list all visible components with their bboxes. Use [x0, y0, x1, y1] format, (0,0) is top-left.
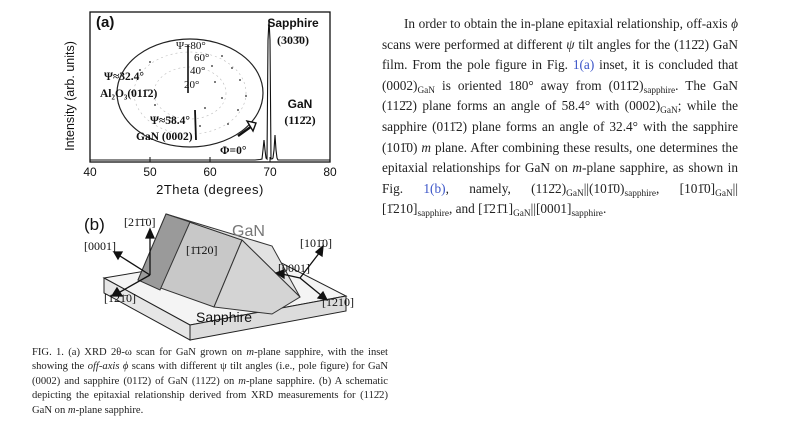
text-run: tilt angles for the (112̄2) GaN film. From the pole figure in Fig.: [382, 36, 738, 73]
subscript: sapphire: [643, 85, 676, 96]
subscript: GaN: [660, 106, 678, 117]
caption-m: m: [246, 347, 255, 358]
body-paragraph: [382, 14, 738, 220]
subscript: GaN: [566, 188, 584, 199]
text-run: .: [602, 201, 607, 217]
dir-1210-left: [1̄21̄0]: [104, 291, 136, 305]
dir-1120: [1̄1̄20]: [186, 243, 218, 257]
subscript: GaN: [513, 209, 531, 220]
dir-1010: [101̄0]: [300, 236, 332, 250]
inset-phi0: Φ=0°: [220, 145, 247, 157]
peak-gan-label: GaN: [287, 97, 313, 111]
y-axis-label: Intensity (arb. units): [63, 41, 77, 151]
text-run: ||[0001]: [530, 201, 572, 217]
peak-gan-index: (112̄2): [284, 113, 316, 127]
caption-text-e: -plane sapphire.: [75, 404, 144, 416]
dir-1210-right: [1̄210]: [322, 295, 354, 309]
fig-ref-1a-link[interactable]: 1(a): [572, 57, 595, 73]
subscript: GaN: [715, 188, 733, 199]
panel-label-a: (a): [96, 14, 115, 31]
panel-label-b: (b): [84, 215, 105, 234]
inset-psi-40: 40°: [190, 65, 206, 77]
caption-text-c: scans with different ψ tilt angles (i.e., pole figure) for GaN (0002) and sapphire (011̄2) of GaN (112̄2) on: [32, 361, 388, 387]
caption-m3: m: [67, 404, 76, 416]
subscript: sapphire: [571, 209, 603, 220]
text-run: -plane sapphire, as shown in Fig.: [382, 160, 738, 196]
dir-2110: [21̄1̄0]: [124, 215, 156, 229]
inset-al2o3: Al₂O₃(011̄2): [100, 88, 158, 100]
paragraph: [382, 14, 738, 220]
inset-psi-80: Ψ=80°: [176, 40, 206, 52]
caption-text-b: -plane sapphire, with the inset showing the: [32, 347, 389, 373]
peak-sapphire-label: Sapphire: [267, 16, 319, 30]
figure-caption: [32, 346, 388, 418]
subscript: sapphire: [624, 188, 656, 199]
symbol-psi: ψ: [566, 36, 575, 52]
label-sapphire: Sapphire: [196, 309, 253, 325]
inset-psi-60: 60°: [194, 52, 210, 64]
text-run: scans were performed at different: [382, 36, 567, 52]
caption-offaxis: off-axis ϕ: [87, 361, 129, 373]
dir-0001-left: [0001]: [84, 239, 116, 253]
caption-text-d: -plane sapphire. (b) A schematic depicting the epitaxial relationship derived from XRD measurements for (112̄2) GaN on: [32, 375, 388, 416]
text-run: ; while the sapphire (011̄2) plane forms an angle of 32.4° with the sapphire (101̄0): [382, 98, 738, 155]
x-axis-label: 2Theta (degrees): [156, 182, 264, 197]
symbol-phi: ϕ: [731, 16, 738, 31]
caption-fig-label: FIG. 1.: [32, 347, 64, 358]
text-run: ||(101̄0): [583, 180, 625, 196]
caption-m2: m: [238, 375, 246, 387]
subscript: sapphire: [417, 209, 449, 220]
fig-ref-1b-link[interactable]: 1(b): [423, 180, 446, 196]
x-tick-50: 50: [143, 165, 157, 179]
x-tick-40: 40: [83, 165, 97, 179]
inset-psi-32: Ψ≈32.4°: [104, 71, 145, 83]
text-run: , [101̄0]: [655, 180, 716, 196]
subscript: GaN: [417, 85, 436, 96]
text-run: , namely, (112̄2): [445, 180, 567, 196]
text-run: is oriented 180° away from (011̄2): [435, 77, 644, 93]
x-tick-80: 80: [323, 165, 337, 179]
italic-m: m: [572, 160, 583, 176]
inset-psi-58: Ψ≈58.4°: [150, 115, 191, 127]
peak-sapphire-index: (303̄0): [277, 33, 309, 47]
dir-0001-right: [0001]: [278, 261, 310, 275]
inset-gan0002: GaN (0002): [136, 131, 193, 143]
caption-text-a: (a) XRD 2θ-ω scan for GaN grown on: [68, 347, 247, 358]
inset-psi-20: 20°: [184, 79, 200, 91]
italic-m: m: [421, 139, 431, 155]
text-run: , and [1̄21̄1]: [448, 201, 514, 217]
text-run: . The GaN (112̄2) plane forms an angle of 58.4° with (0002): [382, 77, 738, 114]
text-run: In order to obtain the in-plane epitaxial relationship, off-axis: [404, 16, 732, 31]
text-run: plane. After combining these results, one determines the epitaxial relationships for GaN on: [382, 139, 738, 176]
text-run: inset, it is concluded that (0002): [382, 57, 738, 93]
text-run: ||[1̄210]: [382, 180, 738, 217]
label-gan: GaN: [232, 223, 265, 240]
x-tick-60: 60: [203, 165, 217, 179]
x-tick-70: 70: [263, 165, 277, 179]
